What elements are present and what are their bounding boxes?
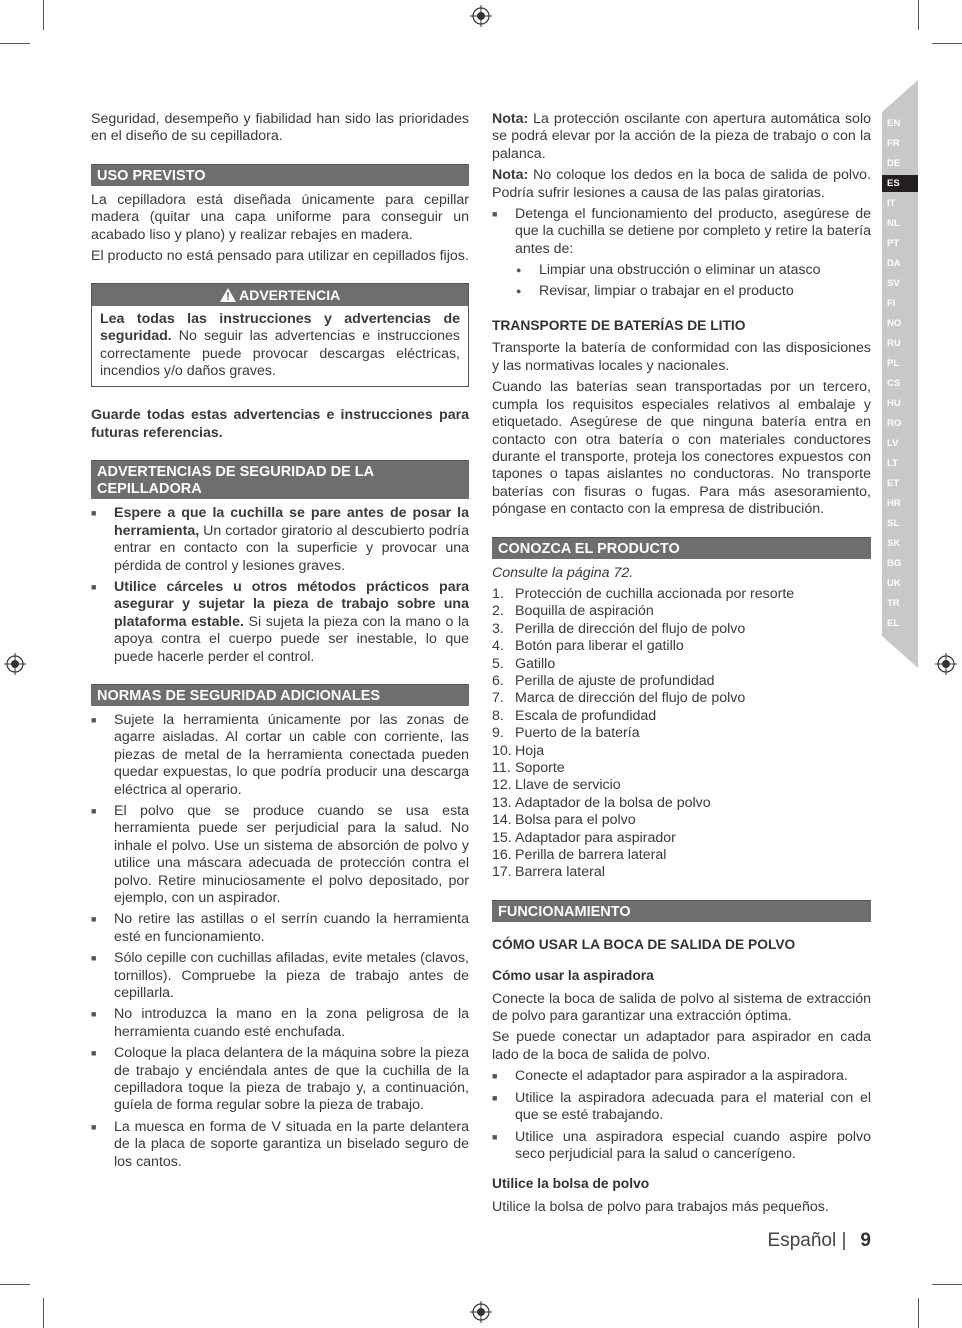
list-item: 3. Perilla de dirección del flujo de polvo [492,620,746,637]
aspiradora-heading: Cómo usar la aspiradora [492,968,654,984]
list-item: ■ Sujete la herramienta únicamente por las zonas de agarre aisladas. Al cortar un cable con corriente, las piezas de metal de la herramienta conectada pueden quedar expuestas, lo que podría producir una descarga eléctrica al operario. [91,712,469,799]
tab-el[interactable]: EL [882,615,918,632]
list-item: 2. Boquilla de aspiración [492,603,654,620]
list-item: 16. Perilla de barrera lateral [492,847,667,864]
tab-es[interactable]: ES [882,175,918,192]
list-item: 12. Llave de servicio [492,777,621,794]
warning-text: No seguir las advertencias e instrucciones correctamente puede provocar descargas eléctricas, incendios y/o daños graves. [100,328,460,380]
list-item: 9. Puerto de la batería [492,725,640,742]
tab-hr[interactable]: HR [882,495,918,512]
section-header-advertencias-seguridad: ADVERTENCIAS DE SEGURIDAD DE LA CEPILLADORA [91,460,469,499]
tab-da[interactable]: DA [882,255,918,272]
normas-list [91,712,469,1171]
guarde-text: Guarde todas estas advertencias e instrucciones para futuras referencias. [91,407,469,441]
nota-2: Nota: No coloque los dedos en la boca de salida de polvo. Podría sufrir lesiones a causa de las palas giratorias. [492,167,871,201]
list-item: ● Limpiar una obstrucción o eliminar un atasco [492,262,871,279]
list-item: ■ Detenga el funcionamiento del producto, asegúrese de que la cuchilla se detiene por completo y retire la batería antes de: [492,206,871,258]
tab-no[interactable]: NO [882,315,918,332]
tab-en[interactable]: EN [882,115,918,132]
tab-fi[interactable]: FI [882,295,918,312]
tab-lt[interactable]: LT [882,455,918,472]
list-item: ■ El polvo que se produce cuando se usa esta herramienta puede ser perjudicial para la salud. No inhale el polvo. Use un sistema de absorción de polvo y utilice una máscara adecuada de protección contra el polvo. Retire minuciosamente el polvo depositado, por ejemplo, con un aspirador. [91,803,469,907]
transporte-p2: Cuando las baterías sean transportadas por un tercero, cumpla los requisitos especiales relativos al embalaje y etiquetado. Asegúrese de que ninguna batería entra en contacto con otra batería o con materiales conductores durante el transporte, proteja los conectores expuestos con tapones o tapas aislantes no conductoras. No transporte baterías con fisuras o fugas. Para más asesoramiento, póngase en contacto con la empresa de distribución. [492,379,871,518]
section-header-conozca: CONOZCA EL PRODUCTO [492,537,871,559]
crop-mark [0,43,30,44]
right-column [492,111,871,1220]
list-item: 6. Perilla de ajuste de profundidad [492,672,715,689]
list-item: 8. Escala de profundidad [492,707,657,724]
bolsa-heading: Utilice la bolsa de polvo [492,1176,650,1192]
list-item: 11. Soporte [492,760,565,776]
list-item: ■ Conecte el adaptador para aspirador a la aspiradora. [492,1068,871,1085]
tab-uk[interactable]: UK [882,575,918,592]
tab-it[interactable]: IT [882,195,918,212]
tab-pt[interactable]: PT [882,235,918,252]
transporte-p1: Transporte la batería de conformidad con las disposiciones y las normativas locales y nacionales. [492,340,871,374]
list-item: ■ Utilice una aspiradora especial cuando aspire polvo seco perjudicial para la salud o cancerígeno. [492,1129,871,1164]
list-item: ● Revisar, limpiar o trabajar en el producto [492,283,871,300]
section-header-uso-previsto: USO PREVISTO [91,164,469,186]
page-number: 9 [860,1230,871,1251]
tab-lv[interactable]: LV [882,435,918,452]
uso-previsto-p2: El producto no está pensado para utilizar en cepillados fijos. [91,248,469,265]
intro-text: Seguridad, desempeño y fiabilidad han sido las prioridades en el diseño de su cepilladora. [91,111,469,145]
crop-mark [0,1284,30,1285]
tab-fr[interactable]: FR [882,135,918,152]
list-item: 14. Bolsa para el polvo [492,812,636,829]
tab-cs[interactable]: CS [882,375,918,392]
tab-ro[interactable]: RO [882,415,918,432]
tab-nl[interactable]: NL [882,215,918,232]
tab-bg[interactable]: BG [882,555,918,572]
list-item: ■ Coloque la placa delantera de la máquina sobre la pieza de trabajo y enciéndala antes de que la cuchilla de la cepilladora toque la pieza de trabajo y, a continuación, guíela de forma regular sobre la pieza de trabajo. [91,1045,469,1115]
warning-title: ADVERTENCIA [239,287,341,304]
tab-sk[interactable]: SK [882,535,918,552]
list-item: ■ Utilice cárceles u otros métodos prácticos para asegurar y sujetar la pieza de trabajo sobre una plataforma estable. Si sujeta la pieza con la mano o la apoya contra el cuerpo puede ser inestable, lo que puede hacerle perder el control. [91,579,469,666]
list-item: ■ La muesca en forma de V situada en la parte delantera de la placa de soporte garantiza un biselado seguro de los cantos. [91,1119,469,1171]
parts-list [492,586,871,882]
crop-mark [918,1298,919,1328]
advertencias-list [91,505,469,666]
tab-ru[interactable]: RU [882,335,918,352]
tab-tr[interactable]: TR [882,595,918,612]
detenga-list [492,206,871,258]
list-item: ■ Utilice la aspiradora adecuada para el material con el que se esté trabajando. [492,1090,871,1125]
registration-mark-icon [4,653,26,675]
funcionamiento-p2: Se puede conectar un adaptador para aspirador en cada lado de la boca de salida de polvo. [492,1029,871,1063]
registration-mark-icon [470,1301,492,1323]
funcionamiento-p1: Conecte la boca de salida de polvo al sistema de extracción de polvo para garantizar una extracción óptima. [492,990,871,1025]
aspiradora-list [492,1068,871,1163]
crop-mark [43,1298,44,1328]
list-item: 10. Hoja [492,742,545,759]
funcionamiento-p3: Utilice la bolsa de polvo para trabajos más pequeños. [492,1198,829,1215]
tab-sv[interactable]: SV [882,275,918,292]
crop-mark [932,43,962,44]
section-header-funcionamiento: FUNCIONAMIENTO [492,900,871,922]
detenga-sublist [492,262,871,300]
left-column [91,111,469,1175]
transporte-heading: TRANSPORTE DE BATERÍAS DE LITIO [492,318,746,334]
uso-previsto-p1: La cepilladora está diseñada únicamente para cepillar madera (quitar una capa uniforme para conseguir un acabado liso y plano) y realizar rebajes en madera. [91,191,469,243]
list-item: 4. Botón para liberar el gatillo [492,638,684,655]
crop-mark [932,1284,962,1285]
consulte-text: Consulte la página 72. [492,564,634,581]
tab-et[interactable]: ET [882,475,918,492]
list-item: ■ No introduzca la mano en la zona peligrosa de la herramienta cuando esté enchufada. [91,1006,469,1041]
warning-bold-text: Lea todas las instrucciones y advertencias de seguridad. [100,310,460,345]
warning-triangle-icon [220,288,236,302]
list-item: 7. Marca de dirección del flujo de polvo [492,690,746,707]
list-item: 15. Adaptador para aspirador [492,829,676,846]
list-item: 13. Adaptador de la bolsa de polvo [492,794,711,811]
section-header-normas: NORMAS DE SEGURIDAD ADICIONALES [91,684,469,706]
footer-language: Español | [767,1230,847,1251]
list-item: ■ Espere a que la cuchilla se pare antes de posar la herramienta, Un cortador giratorio al descubierto podría entrar en contacto con la superficie y provocar una pérdida de control y lesiones graves. [91,505,469,575]
warning-box [91,283,469,387]
crop-mark [43,0,44,30]
tab-sl[interactable]: SL [882,515,918,532]
list-item: ■ No retire las astillas o el serrín cuando la herramienta esté en funcionamiento. [91,911,469,946]
tab-de[interactable]: DE [882,155,918,172]
registration-mark-icon [935,653,957,675]
page-footer [768,1230,871,1252]
boca-salida-heading: CÓMO USAR LA BOCA DE SALIDA DE POLVO [492,936,796,952]
nota-1: Nota: La protección oscilante con apertura automática solo se podrá elevar por la acción de la pieza de trabajo o con la palanca. [492,111,871,162]
list-item: ■ Sólo cepille con cuchillas afiladas, evite metales (clavos, tornillos). Compruebe la pieza de trabajo antes de cepillarla. [91,950,469,1002]
list-item: 5. Gatillo [492,655,556,672]
tab-pl[interactable]: PL [882,355,918,372]
list-item: 17. Barrera lateral [492,864,605,881]
registration-mark-icon [470,5,492,27]
crop-mark [918,0,919,30]
tab-hu[interactable]: HU [882,395,918,412]
list-item: 1. Protección de cuchilla accionada por resorte [492,585,795,602]
